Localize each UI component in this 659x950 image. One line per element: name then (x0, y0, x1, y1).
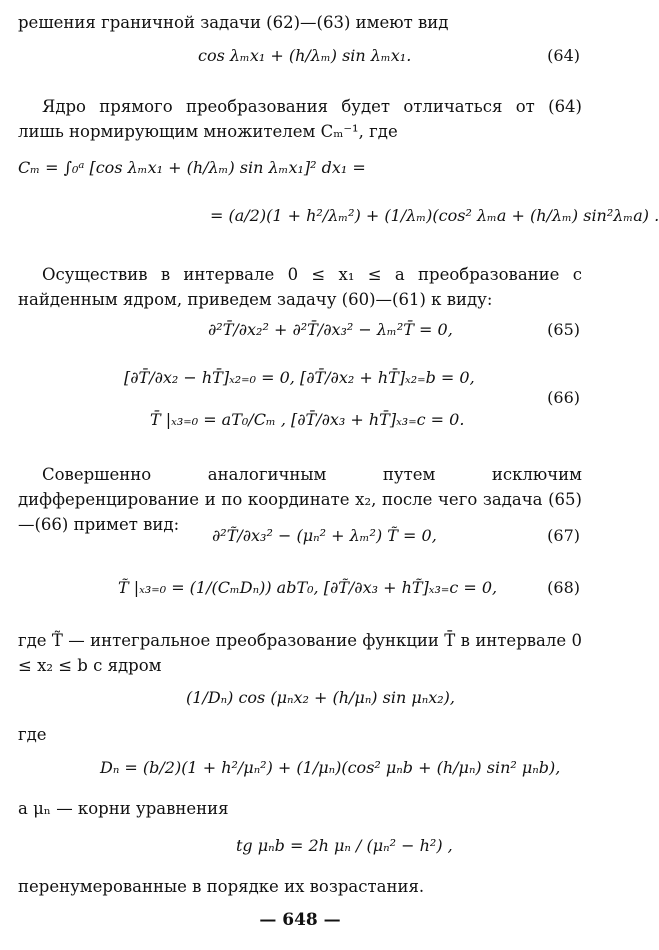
text-where: где (18, 725, 47, 744)
paragraph-analogous: Совершенно аналогичным путем исключим дифференцирование и по координате x₂, после чего задача (65)—(66) примет вид: (18, 465, 582, 534)
tg-equation-body: tg μₙb = 2h μₙ / (μₙ² − h²) , (236, 836, 453, 855)
dn-equation-body: Dₙ = (b/2)(1 + h²/μₙ²) + (1/μₙ)(cos² μₙb + (h/μₙ) sin² μₙb), (100, 758, 561, 777)
cm-definition-line1 (0, 152, 600, 192)
paragraph-kernel-normalization: Ядро прямого преобразования будет отличаться от (64) лишь нормирующим множителем Cₘ⁻¹, где (18, 97, 582, 141)
equation-68-body: T̃ |ₓ₃₌₀ = (1/(CₘDₙ)) abT₀, [∂T̃/∂x₃ + hT̃]ₓ₃₌c = 0, (118, 578, 498, 597)
text-roots: а μₙ — корни уравнения (18, 799, 229, 818)
equation-67-number: (67) (547, 526, 580, 545)
text-renumbered: перенумерованные в порядке их возрастания. (18, 877, 425, 896)
equation-64 (0, 42, 600, 82)
equation-68-number: (68) (547, 578, 580, 597)
cm-definition-line2-body: = (a/2)(1 + h²/λₘ²) + (1/λₘ)(cos² λₘa + (h/λₘ) sin²λₘa) . (210, 206, 659, 225)
equation-67 (0, 516, 600, 556)
tg-equation (0, 826, 600, 866)
dn-equation (0, 748, 600, 788)
kernel-equation-body: (1/Dₙ) cos (μₙx₂ + (h/μₙ) sin μₙx₂), (186, 688, 455, 707)
page-number: — 648 — (259, 910, 341, 930)
equation-65-number: (65) (547, 320, 580, 339)
equation-64-body: cos λₘx₁ + (h/λₘ) sin λₘx₁. (198, 46, 412, 65)
equation-66-number: (66) (547, 388, 580, 407)
equation-66-line1 (0, 362, 600, 402)
equation-67-body: ∂²T̃/∂x₃² − (μₙ² + λₘ²) T̃ = 0, (212, 526, 437, 545)
kernel-equation (0, 680, 600, 720)
equation-64-number: (64) (547, 46, 580, 65)
equation-66-line1-body: [∂T̄/∂x₂ − hT̄]ₓ₂₌₀ = 0, [∂T̄/∂x₂ + hT̄]ₓ₂₌b = 0, (124, 368, 475, 387)
equation-66-line2 (0, 402, 600, 442)
cm-definition-line2 (0, 200, 659, 240)
equation-65 (0, 312, 600, 352)
text-line-intro: решения граничной задачи (62)—(63) имеют вид (18, 13, 449, 32)
cm-definition-line1-body: Cₘ = ∫₀ᵃ [cos λₘx₁ + (h/λₘ) sin λₘx₁]² dx₁ = (18, 158, 366, 177)
paragraph-transform: Осуществив в интервале 0 ≤ x₁ ≤ a преобразование с найденным ядром, приведем задачу (60)—(61) к виду: (18, 265, 582, 309)
equation-65-body: ∂²T̄/∂x₂² + ∂²T̄/∂x₃² − λₘ²T̄ = 0, (208, 320, 453, 339)
equation-68 (0, 566, 600, 606)
equation-66-line2-body: T̄ |ₓ₃₌₀ = aT₀/Cₘ , [∂T̄/∂x₃ + hT̄]ₓ₃₌c = 0. (150, 410, 465, 429)
paragraph-where-transform: где T̃ — интегральное преобразование функции T̄ в интервале 0 ≤ x₂ ≤ b с ядром (18, 631, 582, 675)
